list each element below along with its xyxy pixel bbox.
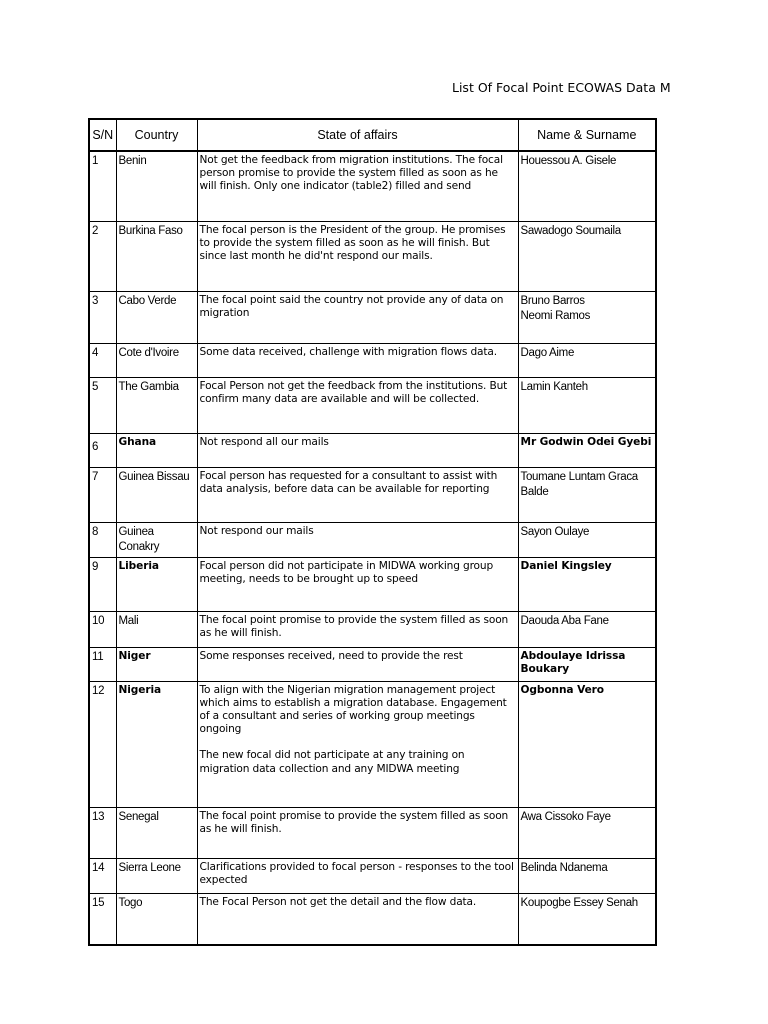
cell-sn: 10 — [89, 611, 116, 647]
table-row — [89, 343, 656, 377]
cell-state: The focal point promise to provide the system filled as soon as he will finish. — [197, 807, 518, 858]
cell-name-line-2: Neomi Ramos — [520, 309, 591, 322]
table-row — [89, 522, 656, 557]
cell-country: Liberia — [116, 557, 197, 611]
cell-name: Koupogbe Essey Senah — [518, 893, 656, 945]
cell-state: Focal Person not get the feedback from the institutions. But confirm many data are available and will be collected. — [197, 377, 518, 433]
cell-name: Abdoulaye Idrissa Boukary — [518, 647, 656, 681]
cell-state: The focal point said the country not provide any of data on migration — [197, 291, 518, 343]
cell-state: The Focal Person not get the detail and the flow data. — [197, 893, 518, 945]
table-row — [89, 433, 656, 467]
cell-state: Clarifications provided to focal person - responses to the tool expected — [197, 858, 518, 893]
header-state: State of affairs — [197, 119, 518, 151]
cell-name: Daniel Kingsley — [518, 557, 656, 611]
cell-state: Some responses received, need to provide the rest — [197, 647, 518, 681]
cell-state: The focal point promise to provide the system filled as soon as he will finish. — [197, 611, 518, 647]
cell-name: Belinda Ndanema — [518, 858, 656, 893]
cell-country: Cabo Verde — [116, 291, 197, 343]
cell-state: Focal person has requested for a consultant to assist with data analysis, before data can be available for reporting — [197, 467, 518, 522]
cell-sn: 4 — [89, 343, 116, 377]
cell-sn: 1 — [89, 151, 116, 221]
cell-name: Sayon Oulaye — [518, 522, 656, 557]
cell-sn: 15 — [89, 893, 116, 945]
cell-sn: 6 — [89, 433, 116, 467]
cell-country: Sierra Leone — [116, 858, 197, 893]
table-row — [89, 467, 656, 522]
cell-country: Ghana — [116, 433, 197, 467]
table-row — [89, 681, 656, 807]
cell-state: Not respond all our mails — [197, 433, 518, 467]
cell-sn: 7 — [89, 467, 116, 522]
cell-sn: 8 — [89, 522, 116, 557]
cell-name: Ogbonna Vero — [518, 681, 656, 807]
document-title: List Of Focal Point ECOWAS Data M — [452, 80, 671, 95]
cell-name: Daouda Aba Fane — [518, 611, 656, 647]
cell-sn: 5 — [89, 377, 116, 433]
cell-country: Cote d'Ivoire — [116, 343, 197, 377]
cell-country: Burkina Faso — [116, 221, 197, 291]
cell-name: Dago Aime — [518, 343, 656, 377]
cell-name: Lamin Kanteh — [518, 377, 656, 433]
cell-state-paragraph-1: To align with the Nigerian migration management project which aims to establish a migration database. Engagement of a consultant and series of working group meetings ongoing — [199, 683, 507, 736]
cell-state: Some data received, challenge with migration flows data. — [197, 343, 518, 377]
cell-country: Togo — [116, 893, 197, 945]
focal-point-table — [88, 118, 657, 946]
cell-country: Nigeria — [116, 681, 197, 807]
cell-state — [197, 681, 518, 807]
cell-state: Not respond our mails — [197, 522, 518, 557]
cell-name-line-1: Bruno Barros — [520, 294, 585, 307]
cell-country: Benin — [116, 151, 197, 221]
header-sn: S/N — [89, 119, 116, 151]
header-country: Country — [116, 119, 197, 151]
cell-state: Focal person did not participate in MIDWA working group meeting, needs to be brought up to speed — [197, 557, 518, 611]
cell-sn: 11 — [89, 647, 116, 681]
cell-sn: 2 — [89, 221, 116, 291]
table-row — [89, 611, 656, 647]
cell-sn: 3 — [89, 291, 116, 343]
table-row — [89, 377, 656, 433]
cell-country: The Gambia — [116, 377, 197, 433]
cell-name — [518, 291, 656, 343]
cell-country: Niger — [116, 647, 197, 681]
table-row — [89, 647, 656, 681]
cell-country: Mali — [116, 611, 197, 647]
cell-name: Toumane Luntam Graca Balde — [518, 467, 656, 522]
table-row — [89, 291, 656, 343]
cell-state: Not get the feedback from migration institutions. The focal person promise to provide the system filled as soon as he will finish. Only one indicator (table2) filled and send — [197, 151, 518, 221]
table-row — [89, 221, 656, 291]
cell-name: Houessou A. Gisele — [518, 151, 656, 221]
cell-state: The focal person is the President of the group. He promises to provide the system filled as soon as he will finish. But since last month he did'nt respond our mails. — [197, 221, 518, 291]
cell-country: Senegal — [116, 807, 197, 858]
cell-sn: 12 — [89, 681, 116, 807]
table-row — [89, 557, 656, 611]
cell-sn: 9 — [89, 557, 116, 611]
table-row — [89, 151, 656, 221]
cell-name: Sawadogo Soumaila — [518, 221, 656, 291]
cell-name: Awa Cissoko Faye — [518, 807, 656, 858]
cell-name: Mr Godwin Odei Gyebi — [518, 433, 656, 467]
table-header-row — [89, 119, 656, 151]
table-row — [89, 807, 656, 858]
cell-sn: 13 — [89, 807, 116, 858]
header-name: Name & Surname — [518, 119, 656, 151]
table-row — [89, 858, 656, 893]
cell-sn: 14 — [89, 858, 116, 893]
table-row — [89, 893, 656, 945]
cell-state-paragraph-2: The new focal did not participate at any training on migration data collection and any MIDWA meeting — [199, 749, 465, 775]
cell-country: Guinea Conakry — [116, 522, 197, 557]
cell-country: Guinea Bissau — [116, 467, 197, 522]
